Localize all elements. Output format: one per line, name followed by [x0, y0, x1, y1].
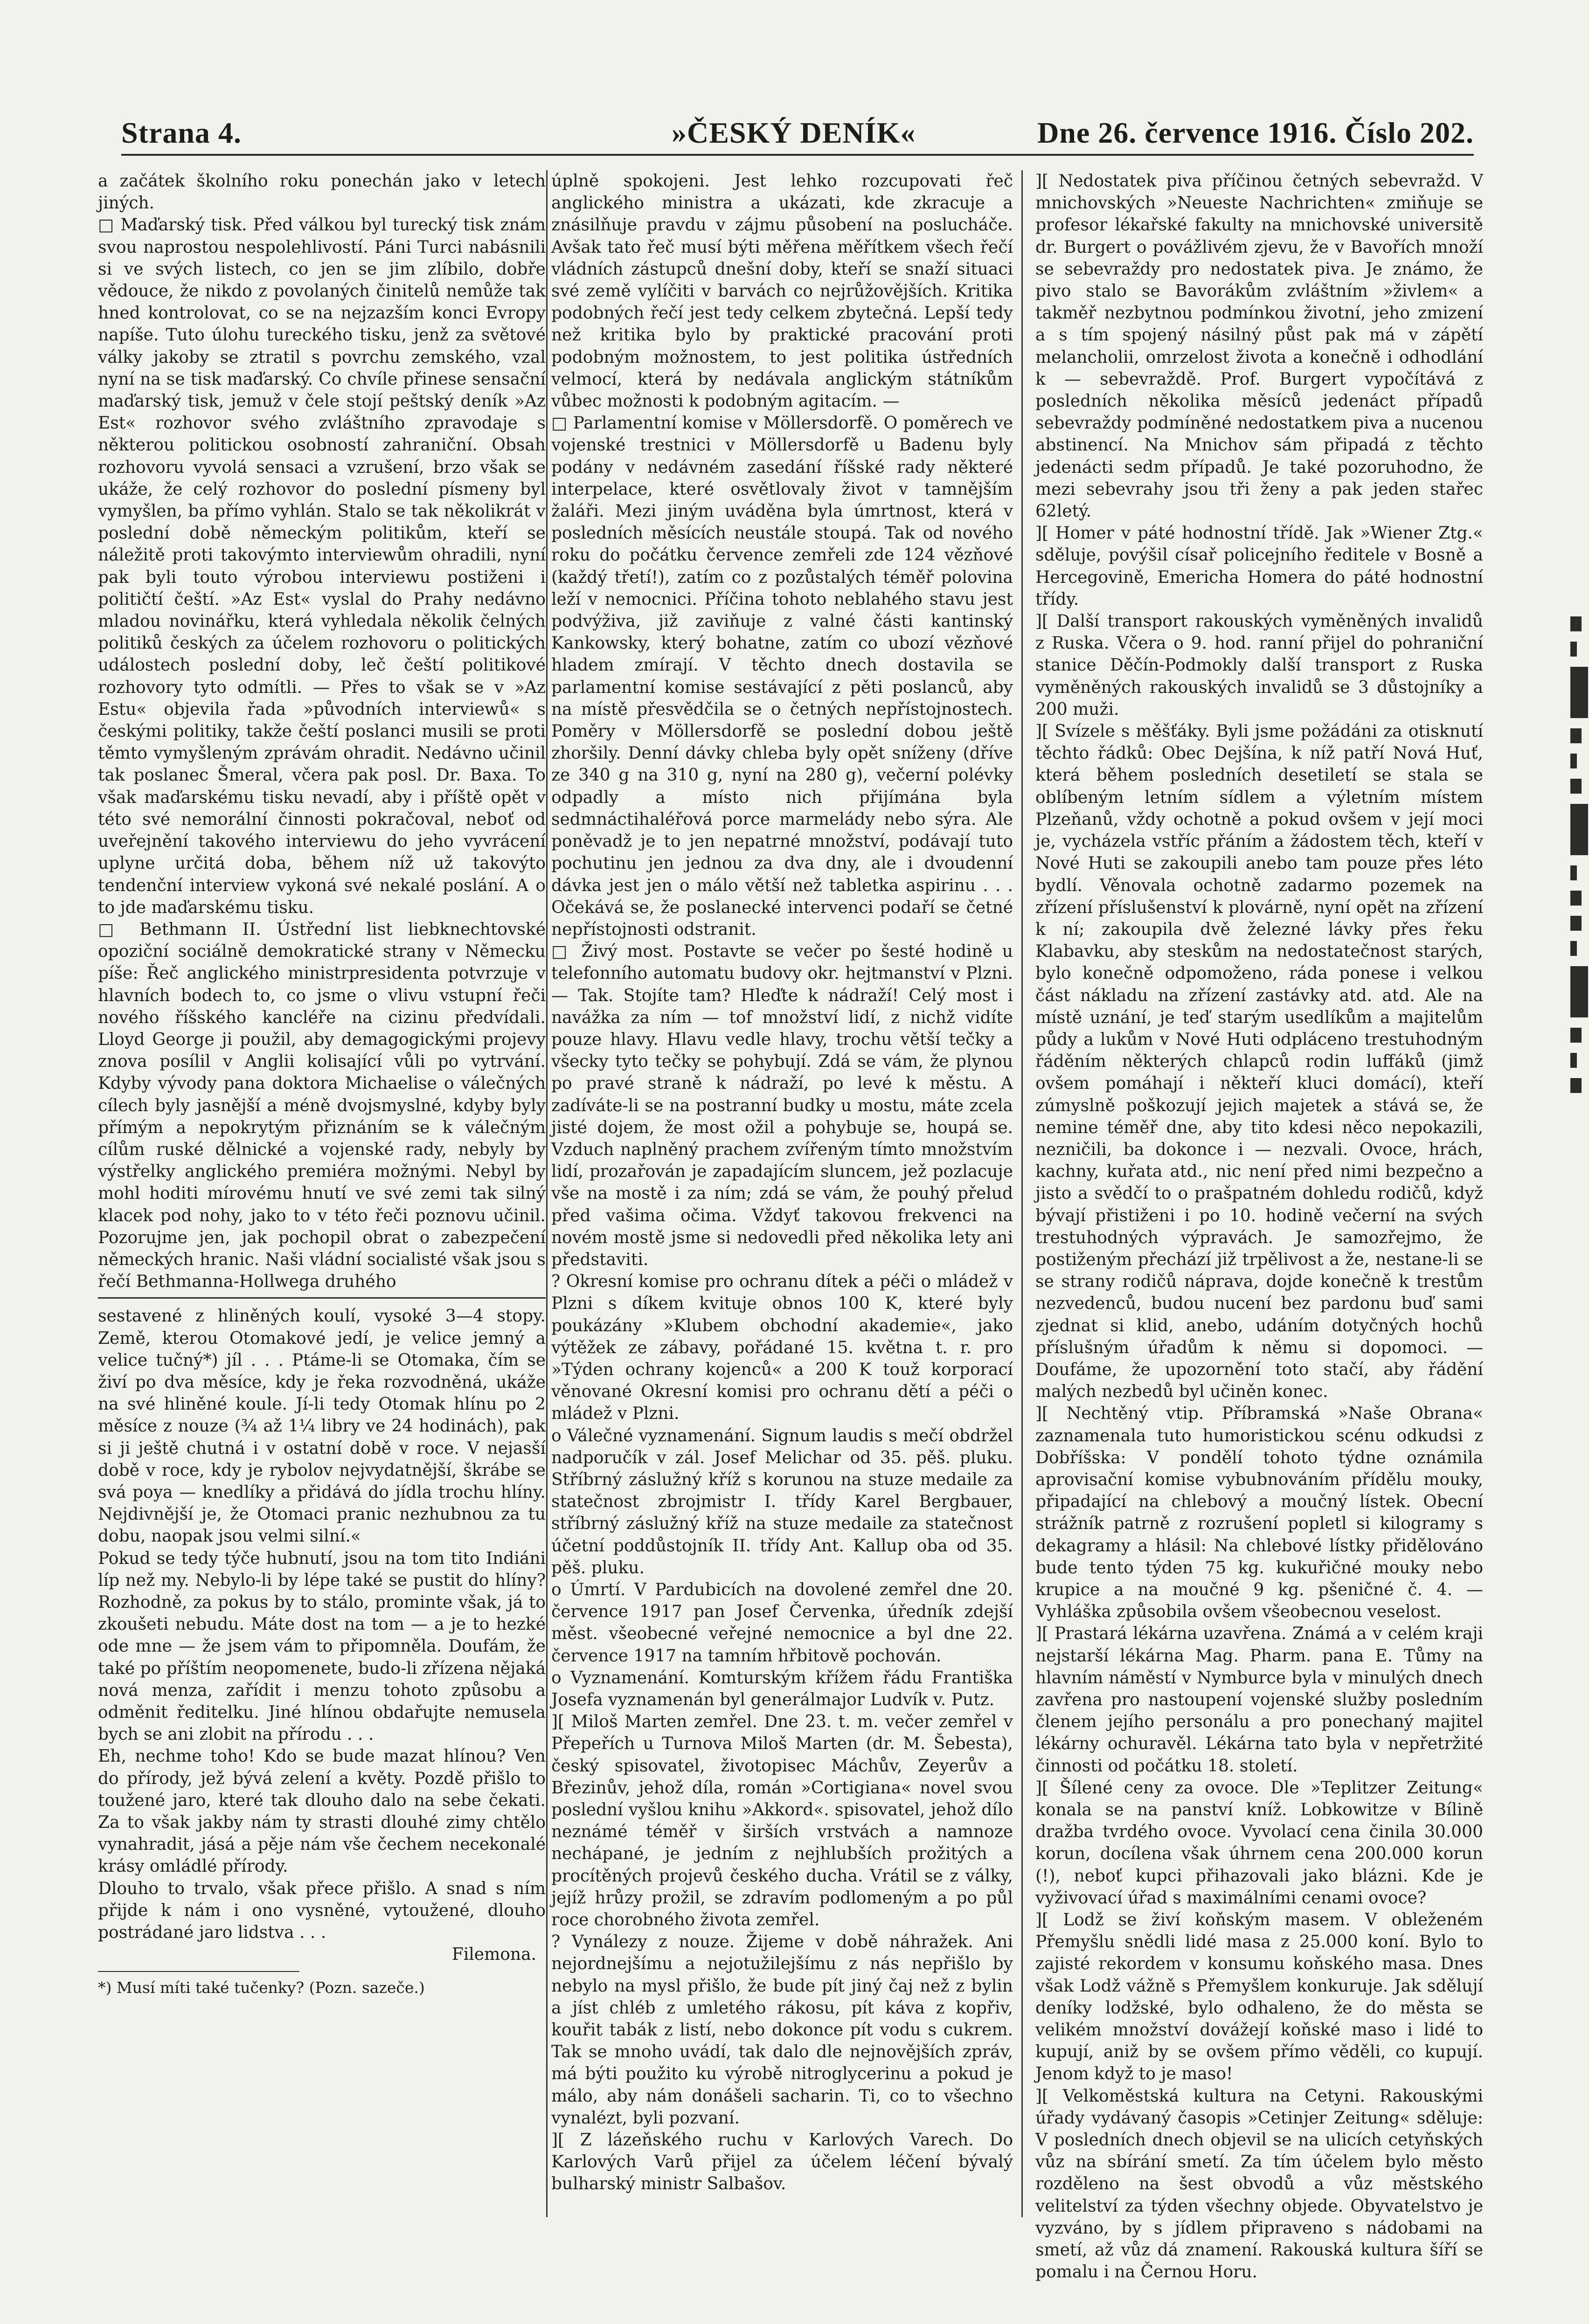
- footnote-rule: [98, 1971, 299, 1972]
- column-1: [98, 170, 546, 2217]
- article-svizele: ][ Svízele s měšťáky. Byli jsme požádáni za otisknutí těchto řádků: Obec Dejšína, k níž patří Nová Huť, která během posledních desetiletí se stala se oblíbeným letním sídlem a výletním místem Plzeňanů, vždy ochotně a pokud ovšem v její moci je, vycházela vstříc přáním a žádostem těch, kteří v Nové Huti se zakoupili anebo tam pouze přes léto bydlí. Věnovala ochotně zadarmo pozemek na zřízení příslušenství k plovárně, nyní opět na zřízení k ní; zakoupila dvě železné lávky přes řeku Klabavku, aby steskům na nedostatečnost starých, bylo konečně odpomoženo, ráda ponese i velkou část nákladu na zřízení zastávky atd. atd. Ale na místě uznání, je teď starým usedlíkům a majitelům půdy a lukům v Nové Huti odpláceno trestuhodným řáděním některých chlapců rodin luffáků (jimž ovšem pomáhají i někteří kluci domácí), kteří zúmyslně poškozují jejich majetek a stává se, že nemine téměř dne, aby tito kdesi něco nepokazili, nezničili, ba dokonce i — nezvali. Ovoce, hrách, kachny, kuřata atd., nic není před nimi bezpečno a jisto a svědčí to o prašpatném dohledu rodičů, když bývají přistiženi i po 10. hodině večerní na svých trestuhodných výpravách. Je samozřejmo, že postiženým přechází již trpělivost a že, nestane-li se se strany rodičů náprava, dojde konečně k trestům nezvedenců, budou nucení bez pardonu buď sami zjednat si klid, anebo, udáním dotyčných hochů příslušným úřadům k němu si dopomoci. — Doufáme, že upozornění toto stačí, aby řádění malých nezbedů byl učiněn konec.: [1035, 722, 1483, 1402]
- article-milos-marten: ][ Miloš Marten zemřel. Dne 23. t. m. večer zemřel v Přepeřích u Turnova Miloš Marten (dr. M. Šebesta), český spisovatel, životopisec Máchův, Zeyerův a Březinův, jehož díla, román »Cortigiana« novel svou poslední vyšlou knihu »Akkord«. spisovatel, jehož dílo neznámé téměř v širších vrstvách a namnoze nechápané, je jedním z nejhlubších prožitých a procítěných projevů českého ducha. Vrátil se z války, jejíž hrůzy prožil, se zdravím podlomeným a po půl roce chorobného života zemřel.: [551, 1712, 1013, 1930]
- article-cetyne: ][ Velkoměstská kultura na Cetyni. Rakouskými úřady vydávaný časopis »Cetinjer Zeitung« sděluje: V posledních dnech objevil se na ulicích cetyňských vůz na sbírání smetí. Za tím účelem bylo město rozděleno na šest obvodů a vůz městského velitelství za týden všechny objede. Obyvatelstvo je vyzváno, by s jídlem připraveno s nádobami na smetí, až vůz dá znamení. Rakouská kultura šíří se pomalu i na Černou Horu.: [1035, 2086, 1483, 2282]
- article-okresni-komise: ? Okresní komise pro ochranu dítek a péči o mládež v Plzni s díkem kvituje obnos 100 K, které byly poukázány »Klubem obchodní akademie«, jako výtěžek ze zábavy, pořádané 15. května t. r. pro »Týden ochrany kojenců« a 200 K touž korporací věnované Okresní komisi pro ochranu dětí a péči o mládež v Plzni.: [551, 1272, 1013, 1424]
- feuilleton-paragraph: sestavené z hliněných koulí, vysoké 3—4 stopy. Země, kterou Otomakové jedí, je velice jemný a velice tučný*) jíl . . . Ptáme-li se Otomaka, čím se živí po dva měsíce, kdy je řeka rozvodněná, ukáže na své hliněné koule. Jí-li tedy Otomak hlínu po 2 měsíce z nouze (¾ až 1¼ libry ve 24 hodinách), pak si ji ještě chutná i v ostatní době v roce. V nejasší době v roce, kdy je rybolov nejvydatnější, škrábe se svá poya — knedlíky a přidává do jídla trochu hlíny. Nejdivnější je, že Otomaci pranic nezhubnou za tu dobu, naopak jsou velmi silní.«: [98, 1307, 546, 1546]
- article-nechteny-vtip: ][ Nechtěný vtip. Příbramská »Naše Obrana« zaznamenala tuto humoristickou scénu odkudsi z Dobříšska: V pondělí tohoto týdne oznámila aprovisační komise vybubnováním přídělu mouky, připadající na chlebový a moučný lístek. Obecní strážník patrně z rozrušení popletl si kilogramy s dekagramy a hlásil: Na chlebové lístky přidělováno bude tento týden 75 kg. kukuřičné mouky nebo krupice a na moučné 9 kg. pšeničné č. 4. — Vyhláška způsobila ovšem všeobecnou veselost.: [1035, 1404, 1483, 1622]
- adjacent-page-edge: [1570, 606, 1589, 1539]
- article-lodz: ][ Lodž se živí koňským masem. V obleženém Přemyšlu snědli lidé masa z 25.000 koní. Bylo to zajisté rekordem v konsumu koňského masa. Dnes však Lodž vážně s Přemyšlem konkuruje. Jak sdělují deníky lodžské, bylo odhaleno, že do města se velikém množství dovážejí koňské maso i lidé to kupují, aniž by se ovšem přímo věděli, co kupují. Jenom když to je maso!: [1035, 1910, 1483, 2084]
- article-zivy-most: □ Živý most. Postavte se večer po šesté hodině u telefonního automatu budovy okr. hejtmanství v Plzni. — Tak. Stojíte tam? Hleďte k nádraží! Celý most i navážka za ním — tof množství lidí, z nichž vidíte pouze hlavy. Hlavu vedle hlavy, trochu větší tečky a všecky tyto tečky se pohybují. Zdá se vám, že plynou po pravé straně k nádraží, po levé k městu. A zadíváte-li se na postranní budky u mostu, máte zcela jisté dojem, že most ožil a pohybuje se, houpá se. Vzduch naplněný prachem zvířeným tímto množstvím lidí, prozařován je zapadajícím sluncem, jež pozlacuje vše na mostě i za ním; zdá se vám, že pouhý přelud před vašima očima. Vždyť takovou frekvenci na novém mostě jsme si nedovedli před několika lety ani představiti.: [551, 942, 1013, 1269]
- article-homer: ][ Homer v páté hodnostní třídě. Jak »Wiener Ztg.« sděluje, povýšil císař policejního ředitele v Bosně a Hercegovině, Emericha Homera do páté hodnostní třídy.: [1035, 524, 1483, 609]
- article-text: a začátek školního roku ponechán jako v letech jiných.: [98, 172, 546, 213]
- column-divider: [546, 170, 548, 2217]
- issue-date: Dne 26. července 1916. Číslo 202.: [1037, 116, 1474, 149]
- article-vynalezy: ? Vynálezy z nouze. Žijeme v době náhražek. Ani nejordnejšímu a nejotužilejšímu z nás nepřišlo by nebylo na mysl přišlo, že bude pít jiný čaj než z bylin a jíst chléb z umletého rákosu, pít káva z kopřiv, kouřit tabák z listí, nebo dokonce pít vodu s cukrem. Tak se mnoho uvádí, tak dalo dle nejnovějších zpráv, má býti použito ku výrobě nitroglycerinu a pokud je málo, aby nám donášeli sacharin. Ti, co to všechno vynalézt, byli pozvaní.: [551, 1932, 1013, 2128]
- article-mollersdorf: □ Parlamentní komise v Möllersdorfě. O poměrech ve vojenské trestnici v Möllersdorfě u Badenu byly podány v nedávném zasedání říšské rady některé interpelace, které osvětlovaly život v tamnějším žaláři. Mezi jiným uváděna byla úmrtnost, která v posledních měsících neustále stoupá. Tak od nového roku do počátku července zemřeli zde 124 vězňové (každý třetí!), zatím co z pozůstalých téměř polovina leží v nemocnici. Příčina tohoto neblahého stavu jest podvýživa, již zaviňuje z valné části kantinský Kankowsky, který bohatne, zatím co ubozí vězňové hladem zmírají. V těchto dnech dostavila se parlamentní komise sestávající z pěti poslanců, aby na místě přesvědčila se o četných nepřístojnostech. Poměry v Möllersdorfě se poslední dobou ještě zhoršily. Denní dávky chleba byly opět sníženy (dříve ze 340 g na 310 g, nyní na 280 g), večerní polévky odpadly a místo nich přijímána byla sedmnáctihaléřová porce marmelády nebo sýra. Ale poněvadž je to jen nepatrné množství, podávají tuto pochutinu jen jednou za dva dny, ale i dvoudenní dávka jest jen o málo větší než tabletka aspirinu . . . Očekává se, že poslanecké intervenci podaří se četné nepřístojnosti odstranit.: [551, 414, 1013, 939]
- feuilleton-paragraph: Dlouho to trvalo, však přece přišlo. A snad s ním přijde k nám i ono vysněné, vytoužené, dlouho postrádané jaro lidstva . . .: [98, 1879, 546, 1943]
- column-2: [551, 170, 1013, 2217]
- author-signature: Filemona.: [451, 1945, 536, 1964]
- newspaper-title: »ČESKÝ DENÍK«: [672, 116, 916, 149]
- article-ceny-ovoce: ][ Šílené ceny za ovoce. Dle »Teplitzer Zeitung« konala se na panství kníž. Lobkowitze v Bílině dražba tvrdého ovoce. Vyvolací cena činila 30.000 korun, docílena však úhrnem cena 200.000 korun (!), neboť kupci přihazovali jako blázni. Kde je vyživovací úřad s maximálními cenami ovoce?: [1035, 1778, 1483, 1908]
- footnote: *) Musí míti také tučenky? (Pozn. sazeče.): [98, 1978, 425, 1997]
- article-transport-invalidu: ][ Další transport rakouských vyměněných invalidů z Ruska. Včera o 9. hod. ranní přijel do pohraniční stanice Děčín-Podmokly další transport z Ruska vyměněných rakouských invalidů se 3 důstojníky a 200 muži.: [1035, 612, 1483, 719]
- article-bethmann: □ Bethmann II. Ústřední list liebknechtovské opoziční sociálně demokratické strany v Německu píše: Řeč anglického ministrpresidenta potvrzuje v hlavních bodech to, co jsme o vlivu vstupní řeči nového říšského kancléře na cizinu předvídali. Lloyd George ji použil, aby demagogickými projevy znova posílil v Anglii kolisající vůli po vytrvání. Kdyby vývody pana doktora Michaelise o válečných cílech byly jasnější a méně dvojsmyslné, kdyby byly přímým a nepokrytým přiznáním se k válečným cílům ruské dělnické a vojenské rady, nebyly by výstřelky anglického premiéra možnými. Nebyl by mohl hoditi mírovému hnutí ve své zemi tak silný klacek pod nohy, jako to v této řeči poznovu učinil. Pozorujme jen, jak pochopil obrat o zabezpečení německých hranic. Naši vládní socialisté však jsou s řečí Bethmanna-Hollwega druhého: [98, 920, 546, 1292]
- article-vyznamenani: o Vyznamenání. Komturským křížem řádu Františka Josefa vyznamenán byl generálmajor Ludvík v. Putz.: [551, 1668, 1013, 1710]
- article-madarsky-tisk: □ Maďarský tisk. Před válkou byl turecký tisk znám svou naprostou nespolehlivostí. Páni Turci nabásnili si ve svých listech, co jen se jim zlíbilo, dobře vědouce, že nikdo z povolaných činitelů nemůže tak hned kontrolovat, co se na nejzazším konci Evropy napíše. Tuto úlohu tureckého tisku, jenž za světové války jakoby se ztratil s povrchu zemského, vzal nyní na se tisk maďarský. Co chvíle přinese sensační maďarský tisk, jemuž v čele stojí peštský deník »Az Est« rozhovor svého zvláštního zpravodaje s některou politickou osobností zahraniční. Obsah rozhovoru vyvolá sensaci a vzrušení, brzo však se ukáže, že celý rozhovor do poslední písmeny byl vymyšlen, ba přímo vyhlán. Stalo se tak několikrát v poslední době německým politikům, kteří se náležitě proti takovýmto interviewům ohradili, nyní pak byli touto výrobou interviewu postiženi i političtí čeští. »Az Est« vyslal do Prahy nedávno mladou novinářku, která vyhledala několik čelných politiků českých za účelem rozhovoru o politických událostech poslední doby, leč čeští politikové rozhovory tyto odmítli. — Přes to však se v »Az Estu« objevila řada »původních interviewů« s českými politiky, takže čeští poslanci musili se proti těmto vymyšleným zprávám ohradit. Nedávno učinil tak poslanec Šmeral, včera pak posl. Dr. Baxa. To však maďarskému tisku nevadí, aby i příště opět v této své nemorální činnosti pokračoval, neboť od uveřejnění takového interviewu do jeho vyvrácení uplyne určitá doba, během níž už takovýto tendenční interview vykoná své nekalé poslání. A o to jde maďarskému tisku.: [98, 215, 546, 917]
- feuilleton-paragraph: Eh, nechme toho! Kdo se bude mazat hlínou? Ven do přírody, jež bývá zelení a květy. Pozdě přišlo to toužené jaro, které tak dlouho dalo na sebe čekati. Za to však jakby nám ty strasti dlouhé zimy chtělo vynahradit, jásá a pěje nám vše čechem necekonalé krásy omládlé přírody.: [98, 1747, 546, 1876]
- page-header: [121, 112, 1474, 156]
- page-number: Strana 4.: [121, 116, 242, 149]
- article-valecne-vyznamenani: o Válečné vyznamenání. Signum laudis s mečí obdržel nadporučík v zál. Josef Melichar od 35. pěš. pluku. Stříbrný záslužný kříž s korunou na stuze medaile za statečnost zbrojmistr I. třídy Karel Bergbauer, stříbrný záslužný kříž na stuze medaile za statečnost účetní poddůstojník II. třídy Ant. Kallup oba od 35. pěš. pluku.: [551, 1426, 1013, 1577]
- column-3: [1035, 170, 1483, 2282]
- article-umrti: o Úmrtí. V Pardubicích na dovolené zemřel dne 20. července 1917 pan Josef Červenka, úředník zdejší měst. všeobecné veřejné nemocnice a byl dne 22. července 1917 na tamním hřbitově pochován.: [551, 1580, 1013, 1666]
- section-rule: [98, 1297, 546, 1299]
- feuilleton-paragraph: Pokud se tedy týče hubnutí, jsou na tom tito Indiáni líp než my. Nebylo-li by lépe také se pustit do hlíny? Rozhodně, za pokus by to stálo, prominte však, já to zkoušeti nebudu. Máte dost na tom — a je to hezké ode mne — že jsem vám to připomněla. Doufám, že také po příštím neopomenete, budo-li zřízena nějaká nová menza, zařídit i menzu tohoto způsobu a odměnit ředitelku. Jiné hlínou obdařujte nemusela bych se ani zlobit na přírodu . . .: [98, 1549, 546, 1744]
- article-nedostatek-piva: ][ Nedostatek piva příčinou četných sebevražd. V mnichovských »Neueste Nachrichten« zmiňuje se profesor lékařské fakulty na mnichovské universitě dr. Burgert o povážlivém zjevu, že v Bavořích množí se sebevraždy pro nedostatek piva. Je známo, že pivo stalo se Bavorákům zvláštním »živlem« a takměř nezbytnou podmínkou životní, jeho zmizení a s tím spojený násilný půst pak má v zápětí melancholii, omrzelost života a konečně i odhodlání k — sebevraždě. Prof. Burgert vypočítává z posledních několika měsíců jedenáct případů sebevraždy podmíněné nedostatkem piva a nucenou abstinencí. Na Mnichov sám připadá z těchto jedenácti sedm případů. Je také pozoruhodno, že mezi sebevrahy jsou tři ženy a pak jeden stařec 62letý.: [1035, 172, 1483, 521]
- article-karlovy-vary: ][ Z lázeňského ruchu v Karlových Varech. Do Karlových Varů přijel za účelem léčení bývalý bulharský ministr Salbašov.: [551, 2130, 1013, 2194]
- article-lekarna: ][ Prastará lékárna uzavřena. Známá a v celém kraji nejstarší lékárna Mag. Pharm. pana E. Tůmy na hlavním náměstí v Nymburce byla v minulých dnech zavřena pro nastoupení vojenské služby posledním členem jejího personálu a pro ponechaný majitel lékárny ochuravěl. Lékárna tato byla v nepřetržité činnosti od počátku 18. století.: [1035, 1624, 1483, 1776]
- column-divider: [1021, 170, 1023, 2217]
- article-text: úplně spokojeni. Jest lehko rozcupovati řeč anglického ministra a ukázati, kde zkracuje a znásilňuje pravdu v zájmu působení na poslucháče. Avšak tato řeč musí býti měřena měřítkem všech řečí vládních zástupců dnešní doby, kteří se snaží situaci své země vylíčiti v barvách co nejrůžovějších. Kritika podobných řečí jest tedy celkem zbytečná. Lepší tedy než kritika bylo by praktické pracování proti podobným možnostem, to jest politika ústředních velmocí, která by nedávala anglickým státníkům vůbec možnosti k podobným agitacím. —: [551, 172, 1013, 411]
